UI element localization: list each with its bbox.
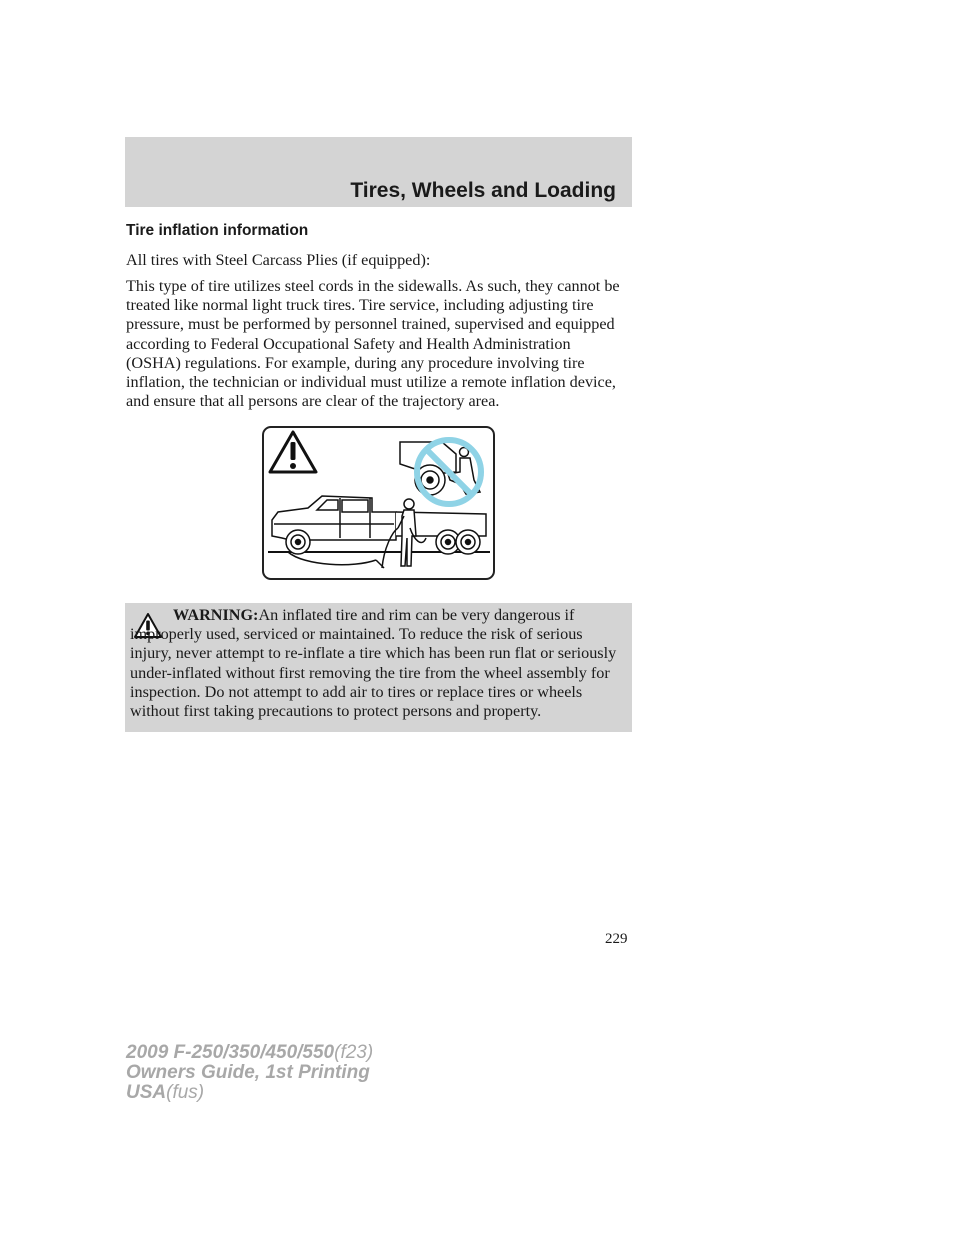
page-number: 229 [605, 931, 628, 947]
footer-model-code: (f23) [334, 1042, 374, 1063]
section-heading: Tire inflation information [126, 222, 309, 239]
warning-body: An inflated tire and rim can be very dangerous if improperly used, serviced or maintained. To reduce the risk of serious injury, never attempt to re-inflate a tire which has been run flat or seriously under-inflated without first removing the tire from the wheel assembly for inspection. Do not attempt to add air to tires or replace tires or wheels without first taking precautions to protect persons and property. [130, 606, 617, 721]
footer [126, 1043, 373, 1103]
footer-region: USA [126, 1082, 167, 1103]
warning-label: WARNING: [173, 606, 259, 624]
prohibited-scene-icon [400, 440, 481, 504]
warning-triangle-icon [270, 432, 316, 472]
footer-guide: Owners Guide, 1st Printing [126, 1062, 370, 1083]
header-band [125, 137, 632, 207]
section-title: Tires, Wheels and Loading [350, 179, 616, 202]
body-paragraph: This type of tire utilizes steel cords in the sidewalls. As such, they cannot be treated like normal light truck tires. Tire service, including adjusting tire pressure, must be performed by personnel trained, supervised and equipped according to Federal Occupational Safety and Health Administration (OSHA) regulations. For example, during any procedure involving tire inflation, the technician or individual must utilize a remote inflation device, and ensure that all persons are clear of the trajectory area. [126, 277, 620, 411]
footer-region-code: (fus) [166, 1082, 205, 1103]
tire-inflation-illustration [262, 426, 495, 580]
intro-paragraph: All tires with Steel Carcass Plies (if equipped): [126, 251, 431, 269]
warning-text [130, 606, 626, 721]
footer-model: 2009 F-250/350/450/550 [126, 1042, 335, 1063]
